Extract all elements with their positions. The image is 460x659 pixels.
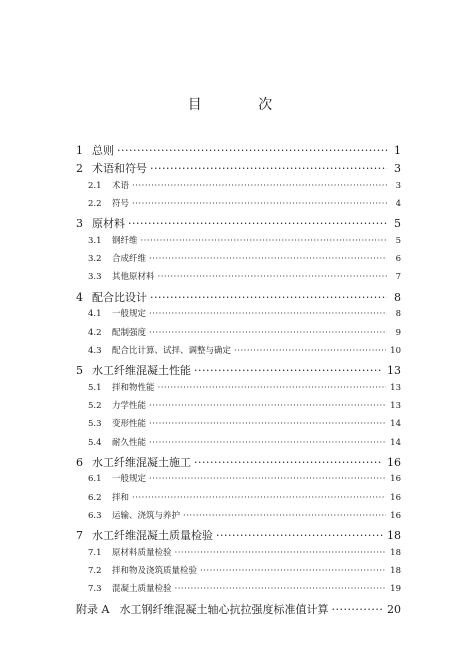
toc-entry-page: 3 bbox=[394, 162, 401, 176]
toc-entry-page: 5 bbox=[395, 235, 401, 246]
toc-dot-leader bbox=[150, 162, 387, 175]
toc-entry-page: 1 bbox=[394, 144, 401, 157]
toc-entry[interactable] bbox=[88, 252, 401, 264]
toc-entry-number: 3 bbox=[76, 217, 83, 231]
toc-entry[interactable] bbox=[76, 454, 401, 470]
toc-entry-label: 耐久性能 bbox=[112, 437, 147, 448]
toc-entry-number: 7 bbox=[76, 529, 83, 543]
toc-entry-label: 术语 bbox=[112, 180, 130, 191]
toc-entry-number: 7.1 bbox=[88, 547, 102, 558]
toc-entry-label: 原材料质量检验 bbox=[112, 547, 172, 558]
toc-entry[interactable] bbox=[88, 326, 401, 338]
toc-entry[interactable] bbox=[76, 362, 401, 378]
toc-dot-leader bbox=[149, 438, 386, 448]
toc-entry-label: 运输、浇筑与养护 bbox=[112, 511, 181, 521]
toc-entry-label: 水工纤维混凝土施工 bbox=[92, 455, 191, 469]
toc-dot-leader bbox=[128, 217, 387, 230]
toc-entry-number: 5.2 bbox=[88, 400, 102, 411]
toc-entry-number: 7.2 bbox=[88, 566, 102, 577]
toc-entry[interactable] bbox=[88, 197, 401, 209]
toc-entry-label: 符号 bbox=[112, 199, 130, 210]
toc-entry[interactable] bbox=[88, 307, 401, 319]
toc-entry-number: 4 bbox=[76, 290, 83, 304]
toc-entry-label: 水工钢纤维混凝土轴心抗拉强度标准值计算 bbox=[119, 602, 329, 616]
toc-entry[interactable] bbox=[76, 527, 401, 543]
toc-entry-number: 5 bbox=[76, 364, 83, 378]
toc-dot-leader bbox=[194, 456, 383, 469]
toc-entry[interactable] bbox=[88, 546, 401, 558]
toc-entry-page: 20 bbox=[387, 602, 401, 616]
toc-entry[interactable] bbox=[88, 179, 401, 191]
toc-entry-label: 总则 bbox=[92, 144, 114, 157]
toc-dot-leader bbox=[175, 548, 387, 558]
toc-dot-leader bbox=[216, 529, 383, 542]
toc-entry-number: 2.1 bbox=[88, 180, 102, 191]
toc-dot-leader bbox=[194, 364, 383, 377]
toc-dot-leader bbox=[141, 236, 387, 246]
toc-entry-number: 4.2 bbox=[88, 327, 102, 338]
toc-dot-leader bbox=[183, 511, 386, 521]
toc-entry-number: 5.4 bbox=[88, 437, 102, 448]
toc-entry-label: 变形性能 bbox=[112, 419, 147, 430]
toc-entry[interactable] bbox=[76, 160, 401, 176]
toc-entry-page: 13 bbox=[387, 364, 401, 378]
toc-dot-leader bbox=[234, 346, 386, 356]
toc-entry-number: 5.3 bbox=[88, 419, 102, 430]
toc-entry-page: 8 bbox=[395, 309, 401, 320]
toc-entry-number: 7.3 bbox=[88, 584, 102, 595]
toc-dot-leader bbox=[132, 493, 386, 503]
toc-entry-number: 3.2 bbox=[88, 254, 102, 265]
toc-dot-leader bbox=[149, 474, 386, 484]
toc-entry-page: 3 bbox=[395, 180, 401, 191]
toc-dot-leader bbox=[117, 144, 387, 157]
toc-entry-label: 拌和物及浇筑质量检验 bbox=[112, 566, 198, 577]
toc-entry-number: 6 bbox=[76, 455, 83, 469]
toc-entry-label: 配合比设计 bbox=[92, 290, 147, 304]
toc-entry[interactable] bbox=[76, 601, 401, 617]
toc-dot-leader bbox=[132, 181, 387, 191]
toc-entry[interactable] bbox=[88, 381, 401, 393]
toc-entry-number: 6.1 bbox=[88, 474, 102, 485]
toc-entry-page: 13 bbox=[390, 382, 401, 393]
toc-dot-leader bbox=[175, 584, 387, 594]
toc-entry-label: 术语和符号 bbox=[92, 162, 147, 176]
toc-entry[interactable] bbox=[88, 472, 401, 484]
toc-entry-page: 6 bbox=[395, 254, 401, 265]
toc-entry-label: 原材料 bbox=[92, 217, 125, 231]
toc-entry-number: 1 bbox=[76, 144, 83, 157]
toc-entry-page: 10 bbox=[390, 345, 401, 356]
toc-entry[interactable] bbox=[88, 234, 401, 246]
toc-entry-page: 19 bbox=[390, 584, 401, 595]
toc-dot-leader bbox=[158, 383, 387, 393]
toc-dot-leader bbox=[149, 401, 386, 411]
toc-dot-leader bbox=[149, 309, 387, 319]
page-title: 目 次 bbox=[187, 97, 299, 113]
toc-entry-label: 钢纤维 bbox=[112, 235, 138, 246]
toc-entry-page: 7 bbox=[395, 272, 401, 283]
toc-entry-page: 8 bbox=[394, 290, 401, 304]
toc-entry[interactable] bbox=[88, 270, 401, 282]
toc-entry-number: 2.2 bbox=[88, 199, 102, 210]
toc-entry-page: 5 bbox=[394, 217, 401, 231]
toc-entry-label: 水工纤维混凝土性能 bbox=[92, 364, 191, 378]
toc-dot-leader bbox=[331, 603, 383, 616]
toc-dot-leader bbox=[158, 272, 387, 282]
toc-dot-leader bbox=[149, 254, 387, 264]
toc-entry-number: 2 bbox=[76, 162, 83, 176]
toc-entry-number: 4.3 bbox=[88, 345, 102, 356]
toc-entry-page: 14 bbox=[390, 419, 401, 430]
toc-dot-leader bbox=[200, 566, 386, 576]
toc-entry-label: 拌和 bbox=[112, 492, 130, 503]
toc-entry-page: 16 bbox=[390, 474, 401, 485]
toc-entry-page: 16 bbox=[390, 492, 401, 503]
toc-entry-number: 附录 A bbox=[76, 602, 110, 616]
toc-entry-number: 6.3 bbox=[88, 511, 102, 521]
toc-entry[interactable] bbox=[88, 582, 401, 594]
toc-entry[interactable] bbox=[76, 142, 401, 158]
toc-entry-label: 合成纤维 bbox=[112, 254, 147, 265]
toc-entry-number: 6.2 bbox=[88, 492, 102, 503]
toc-entry-label: 一般规定 bbox=[112, 309, 147, 320]
toc-entry[interactable] bbox=[88, 417, 401, 429]
toc-entry[interactable] bbox=[76, 215, 401, 231]
toc-entry-number: 3.3 bbox=[88, 272, 102, 283]
toc-dot-leader bbox=[149, 328, 387, 338]
toc-entry[interactable] bbox=[88, 509, 401, 521]
toc-entry-label: 配合比计算、试拌、调整与确定 bbox=[112, 345, 232, 356]
toc-entry-page: 9 bbox=[395, 327, 401, 338]
toc-dot-leader bbox=[132, 199, 387, 209]
toc-entry-page: 18 bbox=[390, 566, 401, 577]
toc-entry-number: 4.1 bbox=[88, 309, 102, 320]
toc-entry-page: 16 bbox=[390, 511, 401, 521]
toc-entry-label: 水工纤维混凝土质量检验 bbox=[92, 529, 213, 543]
toc-entry-number: 3.1 bbox=[88, 235, 102, 246]
toc-entry[interactable] bbox=[88, 399, 401, 411]
toc-entry[interactable] bbox=[76, 289, 401, 305]
toc-entry[interactable] bbox=[88, 344, 401, 356]
toc-entry-label: 一般规定 bbox=[112, 474, 147, 485]
toc-entry-label: 其他原材料 bbox=[112, 272, 155, 283]
toc-entry-label: 力学性能 bbox=[112, 400, 147, 411]
toc-entry-page: 4 bbox=[395, 199, 401, 210]
toc-dot-leader bbox=[150, 291, 387, 304]
toc-entry-page: 18 bbox=[387, 529, 401, 543]
toc-dot-leader bbox=[149, 419, 386, 429]
toc-entry-page: 14 bbox=[390, 437, 401, 448]
toc-entry-label: 配制强度 bbox=[112, 327, 147, 338]
toc-entry[interactable] bbox=[88, 436, 401, 448]
toc-entry-page: 18 bbox=[390, 547, 401, 558]
toc-entry-label: 混凝土质量检验 bbox=[112, 584, 172, 595]
toc-entry-page: 16 bbox=[387, 455, 401, 469]
toc-entry-label: 拌和物性能 bbox=[112, 382, 155, 393]
toc-entry[interactable] bbox=[88, 491, 401, 503]
toc-entry-number: 5.1 bbox=[88, 382, 102, 393]
toc-entry-page: 13 bbox=[390, 400, 401, 411]
toc-entry[interactable] bbox=[88, 564, 401, 576]
